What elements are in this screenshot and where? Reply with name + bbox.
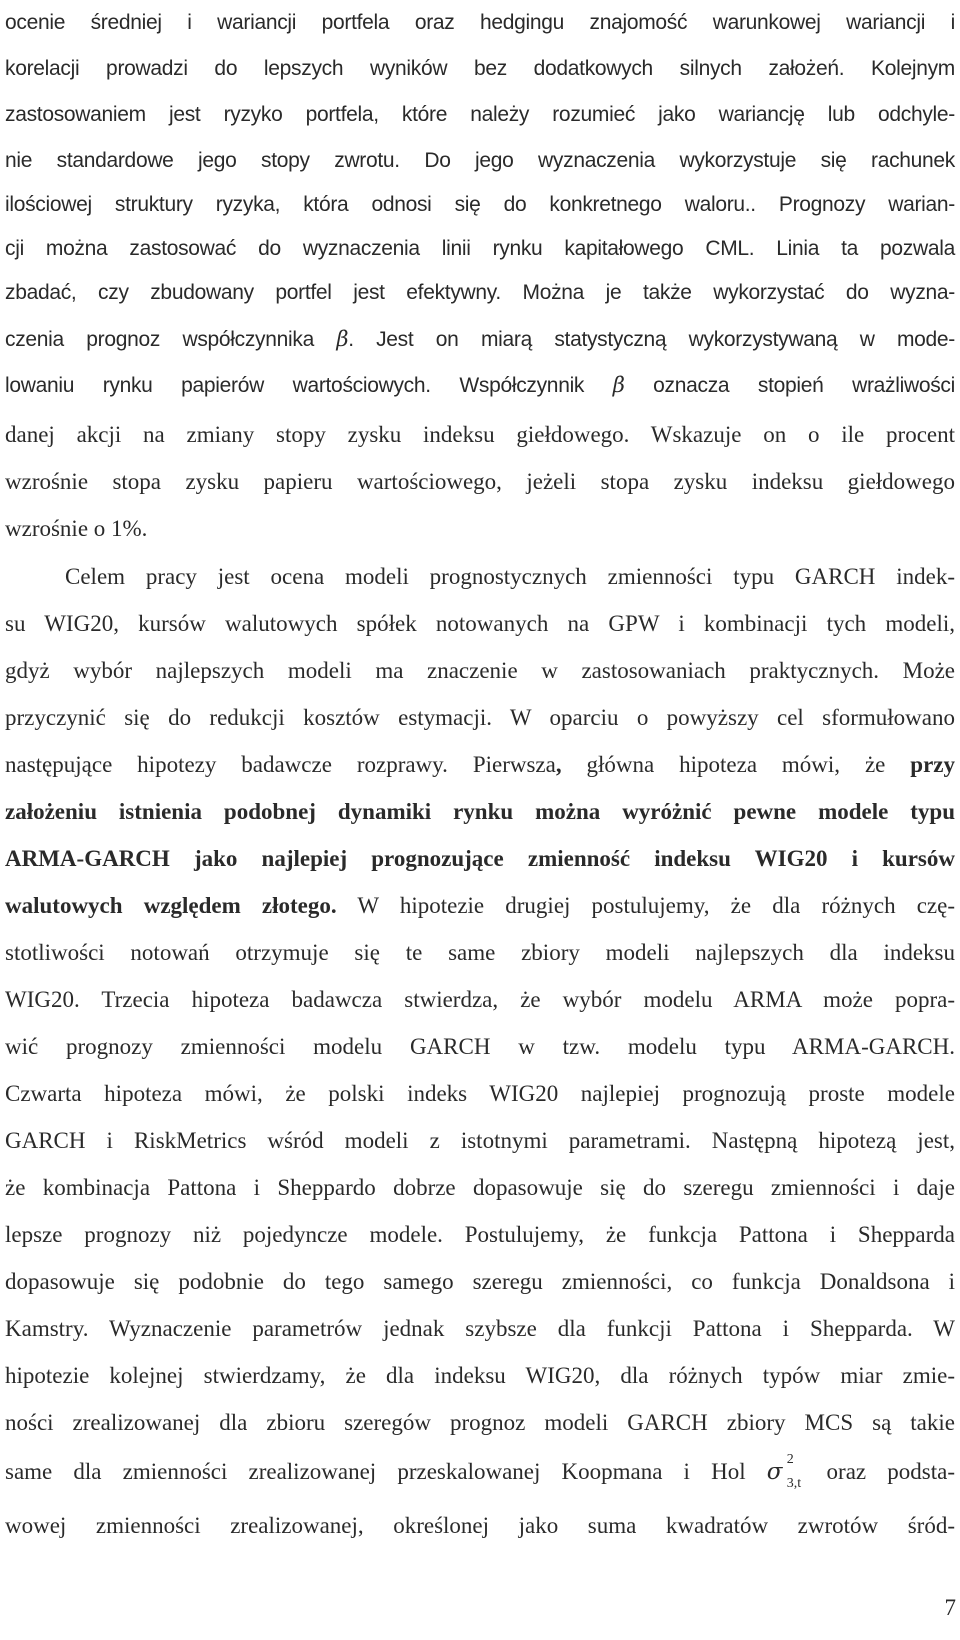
text-fragment: oraz podsta- — [805, 1459, 955, 1484]
page-number: 7 — [944, 1595, 956, 1620]
text-line: dopasowuje się podobnie do tego samego szeregu zmienności, co funkcja Donaldsona i — [5, 1269, 955, 1294]
text-line: lepsze prognozy niż pojedyncze modele. Postulujemy, że funkcja Pattona i Shepparda — [5, 1222, 955, 1247]
bold-hypothesis-line — [5, 795, 955, 829]
text-line — [5, 889, 955, 923]
text-line: nie standardowe jego stopy zwrotu. Do jego wyznaczenia wykorzystuje się rachunek — [5, 149, 955, 172]
text-line: zbadać, czy zbudowany portfel jest efektywny. Można je także wykorzystać do wyzna- — [5, 281, 955, 304]
beta-symbol: β — [612, 373, 625, 397]
text-fragment: W hipotezie drugiej postulujemy, że dla różnych czę- — [336, 893, 955, 918]
text-line: ności zrealizowanej dla zbioru szeregów prognoz modeli GARCH zbiory MCS są takie — [5, 1410, 955, 1435]
text-fragment: główna hipoteza mówi, że — [561, 752, 911, 777]
bold-comma: , — [555, 752, 562, 777]
text-fragment: same dla zmienności zrealizowanej przeskalowanej Koopmana i Hol — [5, 1459, 767, 1484]
text-line: gdyż wybór najlepszych modeli ma znaczenie w zastosowaniach praktycznych. Może — [5, 658, 955, 683]
sigma-subscript: 3,t — [786, 1476, 802, 1491]
text-line-sigma — [5, 1452, 955, 1491]
text-line: że kombinacja Pattona i Sheppardo dobrze dopasowuje się do szeregu zmienności i daje — [5, 1175, 955, 1200]
text-line: ocenie średniej i wariancji portfela oraz hedgingu znajomość warunkowej wariancji i — [5, 11, 955, 34]
text-line: WIG20. Trzecia hipoteza badawcza stwierdza, że wybór modelu ARMA może popra- — [5, 987, 955, 1012]
text-fragment: oznacza stopień wrażliwości — [624, 374, 955, 397]
text-line: GARCH i RiskMetrics wśród modeli z istotnymi parametrami. Następną hipotezą jest, — [5, 1128, 955, 1153]
sigma-symbol — [766, 1452, 806, 1491]
text-line: przyczynić się do redukcji kosztów estymacji. W oparciu o powyższy cel sformułowano — [5, 705, 955, 730]
bold-hypothesis-text: ARMA-GARCH jako najlepiej prognozujące zmienność indeksu WIG20 i kursów — [5, 846, 955, 871]
text-line: danej akcji na zmiany stopy zysku indeksu giełdowego. Wskazuje on o ile procent — [5, 422, 955, 447]
text-fragment: . Jest on miarą statystyczną wykorzystywaną w mode- — [348, 328, 955, 351]
text-line: wić prognozy zmienności modelu GARCH w tzw. modelu typu ARMA-GARCH. — [5, 1034, 955, 1059]
text-line-beta-2 — [5, 368, 955, 402]
sigma-glyph: σ — [766, 1459, 783, 1485]
text-line: korelacji prowadzi do lepszych wyników bez dodatkowych silnych założeń. Kolejnym — [5, 57, 955, 80]
text-line — [5, 748, 955, 782]
text-fragment: czenia prognoz współczynnika — [5, 328, 337, 351]
text-line: su WIG20, kursów walutowych spółek notowanych na GPW i kombinacji tych modeli, — [5, 611, 955, 636]
text-line: wzrośnie stopa zysku papieru wartościowego, jeżeli stopa zysku indeksu giełdowego — [5, 469, 955, 494]
sigma-superscript: 2 — [786, 1452, 794, 1467]
bold-hypothesis-line — [5, 842, 955, 876]
text-line: zastosowaniem jest ryzyko portfela, które należy rozumieć jako wariancję lub odchyle- — [5, 103, 955, 126]
bold-hypothesis-text: założeniu istnienia podobnej dynamiki rynku można wyróżnić pewne modele typu — [5, 799, 955, 824]
text-line: stotliwości notowań otrzymuje się te same zbiory modeli najlepszych dla indeksu — [5, 940, 955, 965]
text-line: ilościowej struktury ryzyka, która odnosi się do konkretnego waloru.. Prognozy warian- — [5, 193, 955, 216]
bold-hypothesis-text: przy — [910, 752, 955, 777]
text-line: Kamstry. Wyznaczenie parametrów jednak szybsze dla funkcji Pattona i Shepparda. W — [5, 1316, 955, 1341]
bold-hypothesis-text: walutowych względem złotego. — [5, 893, 337, 918]
text-line: wzrośnie o 1%. — [5, 516, 148, 541]
text-line: Czwarta hipoteza mówi, że polski indeks WIG20 najlepiej prognozują proste modele — [5, 1081, 955, 1106]
paragraph-first-line: Celem pracy jest ocena modeli prognostycznych zmienności typu GARCH indek- — [65, 564, 955, 589]
text-fragment: następujące hipotezy badawcze rozprawy. Pierwsza — [5, 752, 556, 777]
text-line: wowej zmienności zrealizowanej, określonej jako suma kwadratów zwrotów śród- — [5, 1513, 955, 1538]
text-line: cji można zastosować do wyznaczenia linii rynku kapitałowego CML. Linia ta pozwala — [5, 237, 955, 260]
text-line: hipotezie kolejnej stwierdzamy, że dla indeksu WIG20, dla różnych typów miar zmie- — [5, 1363, 955, 1388]
text-line-beta-1 — [5, 322, 955, 356]
beta-symbol: β — [336, 327, 349, 351]
text-fragment: lowaniu rynku papierów wartościowych. Współczynnik — [5, 374, 613, 397]
